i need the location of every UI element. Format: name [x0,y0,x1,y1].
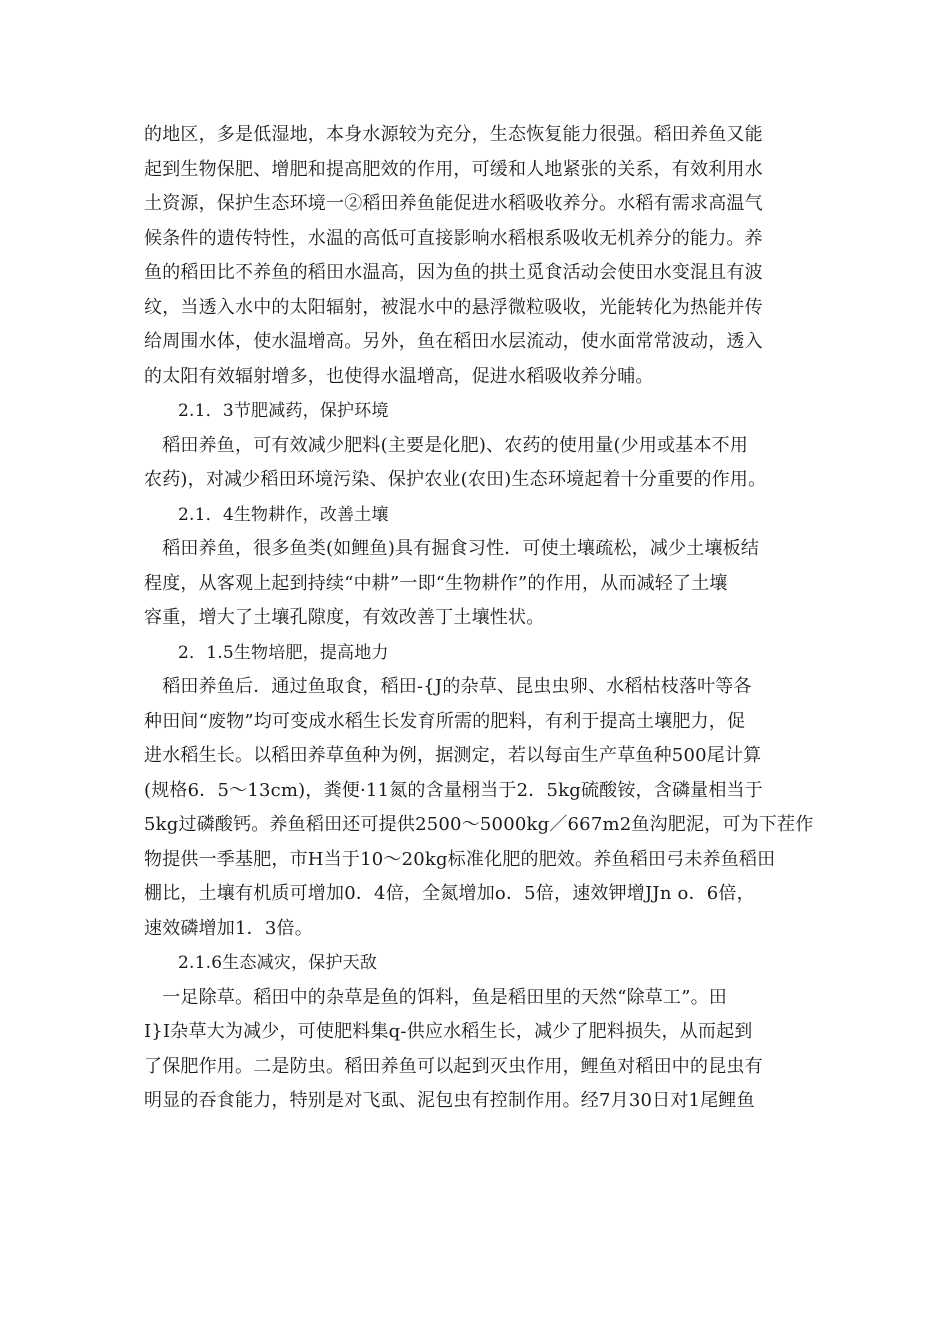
section-heading: 2．1.5生物培肥，提高地力 [178,642,389,663]
section-heading: 2.1．4生物耕作，改善土壤 [178,504,389,525]
body-line: 明显的吞食能力，特别是对飞虱、泥包虫有控制作用。经7月30日对1尾鲤鱼 [144,1090,755,1111]
body-line: 给周围水体，使水温增高。另外，鱼在稻田水层流动，使水面常常波动，透入 [144,331,763,352]
body-line: 鱼的稻田比不养鱼的稻田水温高，因为鱼的拱土觅食活动会使田水变混且有波 [144,262,763,283]
body-line: 候条件的遗传特性，水温的高低可直接影响水稻根系吸收无机养分的能力。养 [144,227,763,249]
document-body [144,118,814,1119]
body-line: I}I杂草大为减少，可使肥料集q-供应水稻生长，减少了肥料损失，从而起到 [144,1021,753,1042]
body-line: 的太阳有效辐射增多，也使得水温增高，促进水稻吸收养分晡。 [144,365,654,387]
body-line: 了保肥作用。二是防虫。稻田养鱼可以起到灭虫作用，鲤鱼对稻田中的昆虫有 [144,1055,763,1077]
body-line: 速效磷增加1．3倍。 [144,917,313,939]
body-line: (规格6．5～13cm)，粪便·11氮的含量栩当于2．5kg硫酸铵，含磷量相当于 [144,779,763,801]
body-line: 种田间“废物”均可变成水稻生长发育所需的肥料，有利于提高土壤肥力，促 [144,710,746,732]
body-line: 容重，增大了土壤孔隙度，有效改善丁土壤性状。 [144,607,545,628]
body-line: 物提供一季基肥，市H当于10～20kg标准化肥的肥效。养鱼稻田弓未养鱼稻田 [144,848,776,870]
body-line: 的地区，多是低湿地，本身水源较为充分，生态恢复能力很强。稻田养鱼又能 [144,124,763,145]
body-line: 土资源，保护生态环境一②稻田养鱼能促进水稻吸收养分。水稻有需求高温气 [144,193,763,214]
body-line: 农药)，对减少稻田环境污染、保护农业(农田)生态环境起着十分重要的作用。 [144,469,767,490]
body-line: 稻田养鱼，很多鱼类(如鲤鱼)具有掘食习性．可使土壤疏松，减少土壤板结 [144,538,760,559]
body-line: 5kg过磷酸钙。养鱼稻田还可提供2500～5000kg／667m2鱼沟肥泥，可为下茬作 [144,814,814,835]
body-line: 一足除草。稻田中的杂草是鱼的饵料，鱼是稻田里的天然“除草工”。田 [144,986,728,1008]
body-line: 稻田养鱼后．通过鱼取食，稻田-{J的杂草、昆虫虫卵、水稻枯枝落叶等各 [144,676,752,697]
body-line: 纹，当透入水中的太阳辐射，被混水中的悬浮微粒吸收，光能转化为热能并传 [144,296,763,318]
body-line: 程度，从客观上起到持续“中耕”一即“生物耕作”的作用，从而减轻了土壤 [144,572,728,594]
section-heading: 2.1.6生态减灾，保护天敌 [178,953,378,973]
body-line: 稻田养鱼，可有效减少肥料(主要是化肥)、农药的使用量(少用或基本不用 [144,434,749,456]
body-line: 棚比，土壤有机质可增加0．4倍，全氮增加o．5倍，速效钾增JJn o．6倍， [144,883,755,904]
body-line: 进水稻生长。以稻田养草鱼种为例，据测定，若以每亩生产草鱼种500尾计算 [144,745,762,766]
section-heading: 2.1．3节肥减药，保护环境 [178,401,389,421]
body-line: 起到生物保肥、增肥和提高肥效的作用，可缓和人地紧张的关系，有效利用水 [144,158,763,180]
